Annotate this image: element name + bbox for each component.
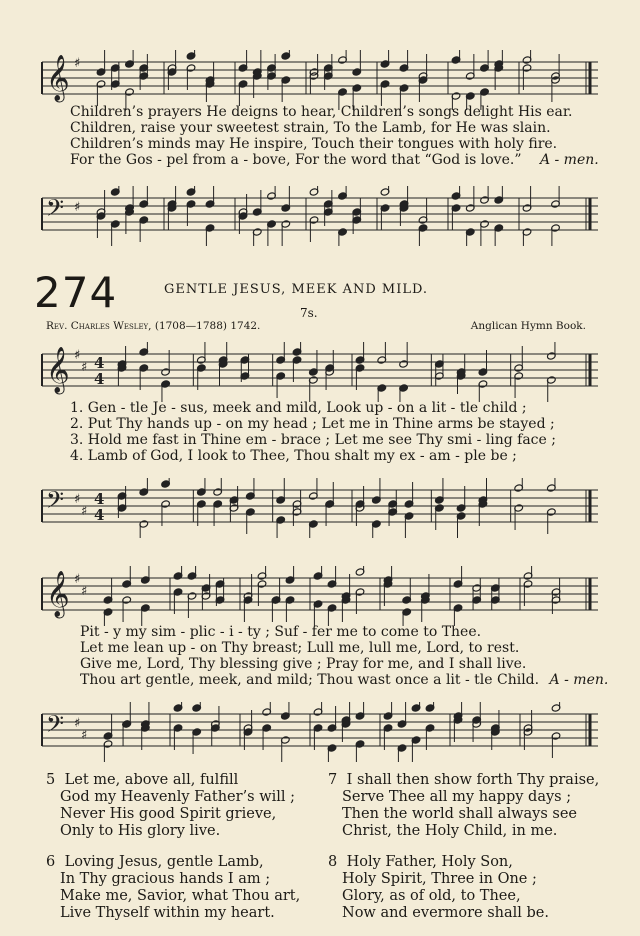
verses-right-column [328,772,599,922]
verse-line: Live Thyself within my heart. [60,905,275,921]
sharp-icon: ♯ [74,348,81,363]
verse-5 [46,772,300,840]
verses-left-column [46,772,300,922]
verse-line: In Thy gracious hands I am ; [60,871,271,887]
bass-clef-icon: 𝄢 [46,710,65,743]
lyric-line: 3. Hold me fast in Thine em - brace ; Let me see Thy smi - ling face ; [70,432,556,448]
treble-clef-icon: 𝄞 [46,55,70,101]
bass-staff-lines [36,186,602,246]
verse-line: Let me, above all, fulfill [64,772,239,788]
treble-clef-icon: 𝄞 [46,571,70,617]
lyric-line: 2. Put Thy hands up - on my head ; Let me in Thine arms be stayed ; [70,416,555,432]
amen-text: A - men. [549,672,609,688]
sharp-icon: ♯ [74,200,81,215]
sharp-icon: ♯ [74,492,81,507]
verse-line: Glory, as of old, to Thee, [342,888,521,904]
hymn-author: Rev. Charles Wesley, (1708—1788) 1742. [46,320,261,332]
verse-line: I shall then show forth Thy praise, [346,772,600,788]
verse-line: Holy Father, Holy Son, [346,854,513,870]
svg-text:4: 4 [94,490,105,508]
verse-7 [328,772,599,840]
system-1-lyrics [70,400,590,464]
lyric-line: Children’s prayers He deigns to hear, Children’s songs delight His ear. [70,104,573,120]
verse-6 [46,854,300,922]
treble-staff [36,50,602,110]
sharp-icon: ♯ [81,360,88,375]
verse-line: Make me, Savior, what Thou art, [60,888,301,904]
sharp-icon: ♯ [74,56,81,71]
lyric-text: For the Gos - pel from a - bove, For the word that “God is love.” [70,152,522,168]
hymn-title: GENTLE JESUS, MEEK AND MILD. [164,282,429,297]
treble-staff-lines [36,566,602,626]
bass-staff-lines [36,478,602,538]
treble-staff [36,342,602,402]
bass-staff [36,186,602,246]
verse-number: 5 [46,772,56,788]
sharp-icon: ♯ [81,504,88,519]
svg-text:4: 4 [94,354,105,372]
hymn-source: Anglican Hymn Book. [470,320,586,332]
verse-number: 8 [328,854,338,870]
verse-line: Now and evermore shall be. [342,905,549,921]
amen-text: A - men. [539,152,599,168]
hymn-meter: 7s. [300,306,318,320]
lyric-line: 4. Lamb of God, I look to Thee, Thou shalt my ex - am - ple be ; [70,448,517,464]
sharp-icon: ♯ [81,728,88,743]
top-lyrics [70,104,599,168]
verse-line: Christ, the Holy Child, in me. [342,823,558,839]
lyric-line: Children, raise your sweetest strain, To the Lamb, for He was slain. [70,120,551,136]
sharp-icon: ♯ [74,572,81,587]
lyric-line [70,152,599,168]
svg-text:4: 4 [94,370,105,388]
system-2-lyrics [80,624,609,688]
verse-line: God my Heavenly Father’s will ; [60,789,296,805]
treble-clef-icon: 𝄞 [46,347,70,393]
treble-staff-lines [36,342,602,402]
bass-staff [36,702,602,762]
verse-line: Holy Spirit, Three in One ; [342,871,537,887]
verse-line: Never His good Spirit grieve, [60,806,277,822]
lyric-text: Thou art gentle, meek, and mild; Thou wast once a lit - tle Child. [80,672,540,688]
lyric-line [80,672,609,688]
treble-staff-lines [36,50,602,110]
svg-text:4: 4 [94,506,105,524]
hymn-number: 274 [34,268,118,317]
verse-line: Serve Thee all my happy days ; [342,789,572,805]
lyric-line: Give me, Lord, Thy blessing give ; Pray for me, and I shall live. [80,656,527,672]
verse-line: Only to His glory live. [60,823,221,839]
sharp-icon: ♯ [74,716,81,731]
lyric-line: Pit - y my sim - plic - i - ty ; Suf - fer me to come to Thee. [80,624,482,640]
bass-staff [36,478,602,538]
bass-staff-lines [36,702,602,762]
lyric-line: Children’s minds may He inspire, Touch their tongues with holy fire. [70,136,558,152]
verse-number: 6 [46,854,56,870]
treble-staff [36,566,602,626]
verse-line: Loving Jesus, gentle Lamb, [64,854,264,870]
verse-number: 7 [328,772,338,788]
verse-line: Then the world shall always see [342,806,577,822]
lyric-line: Let me lean up - on Thy breast; Lull me, lull me, Lord, to rest. [80,640,520,656]
bass-clef-icon: 𝄢 [46,194,65,227]
lyric-line: 1. Gen - tle Je - sus, meek and mild, Look up - on a lit - tle child ; [70,400,527,416]
sharp-icon: ♯ [81,584,88,599]
verse-8 [328,854,599,922]
bass-clef-icon: 𝄢 [46,486,65,519]
